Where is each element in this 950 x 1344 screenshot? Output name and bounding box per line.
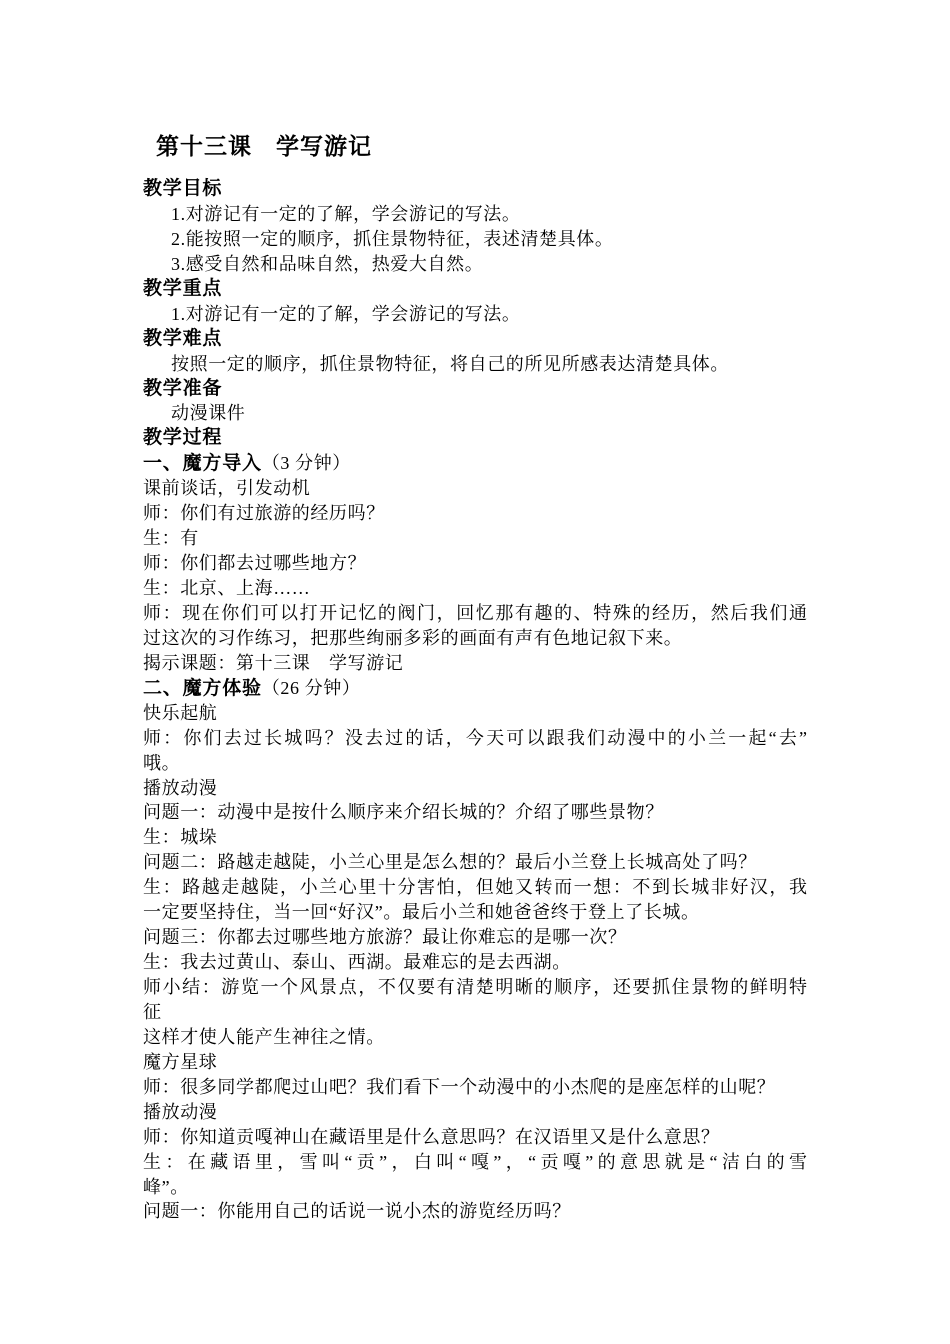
- text-line: 播放动漫: [143, 1101, 218, 1122]
- text-line: 1.对游记有一定的了解，学会游记的写法。: [171, 203, 521, 224]
- section-duration-label: （26 分钟）: [261, 677, 361, 698]
- text-line: 快乐起航: [143, 702, 218, 723]
- text-line: 教学目标: [143, 178, 223, 199]
- text-line: 动漫课件: [171, 403, 246, 424]
- text-line: 课前谈话，引发动机: [143, 478, 311, 499]
- section-heading-label: 一、魔方导入: [143, 453, 262, 475]
- text-line: 问题三：你都去过哪些地方旅游？最让你难忘的是哪一次？: [143, 927, 627, 948]
- text-line: 一定要坚持住，当一回“好汉”。最后小兰和她爸爸终于登上了长城。: [143, 902, 700, 923]
- text-line: 1.对游记有一定的了解，学会游记的写法。: [171, 303, 521, 324]
- text-line: 师小结：游览一个风景点，不仅要有清楚明晰的顺序，还要抓住景物的鲜明特: [143, 977, 807, 997]
- text-line: 2.能按照一定的顺序，抓住景物特征，表述清楚具体。: [171, 228, 614, 249]
- text-line: 问题二：路越走越陡，小兰心里是怎么想的？最后小兰登上长城高处了吗？: [143, 852, 757, 873]
- text-line: 魔方星球: [143, 1051, 218, 1072]
- page-title: 第十三课 学写游记: [156, 134, 372, 159]
- text-line: [143, 451, 807, 476]
- text-line: 生：路越走越陡，小兰心里十分害怕，但她又转而一想：不到长城非好汉，我: [143, 877, 807, 898]
- text-line: 师：你们都去过哪些地方？: [143, 553, 367, 574]
- text-line: 问题一：你能用自己的话说一说小杰的游览经历吗？: [143, 1201, 571, 1222]
- document-content: [143, 131, 807, 1224]
- text-line: 揭示课题：第十三课 学写游记: [143, 652, 404, 673]
- document-body: [143, 177, 807, 1224]
- text-line: 生：北京、上海……: [143, 578, 311, 598]
- text-line: 生：我去过黄山、泰山、西湖。最难忘的是去西湖。: [143, 952, 571, 973]
- text-line: 教学重点: [143, 277, 223, 299]
- text-line: 生：在藏语里，雪叫“贡”，白叫“嘎”，“贡嘎”的意思就是“洁白的雪: [143, 1151, 807, 1172]
- text-line: 按照一定的顺序，抓住景物特征，将自己的所见所感表达清楚具体。: [171, 353, 729, 374]
- text-line: 师：现在你们可以打开记忆的阀门，回忆那有趣的、特殊的经历，然后我们通: [143, 602, 807, 623]
- text-line: 哦。: [143, 752, 181, 773]
- text-line: 峰”。: [143, 1176, 189, 1197]
- text-line: 师：你们有过旅游的经历吗？: [143, 503, 385, 524]
- text-line: 师：你知道贡嘎神山在藏语里是什么意思吗？在汉语里又是什么意思？: [143, 1126, 720, 1147]
- text-line: 3.感受自然和品味自然，热爱大自然。: [171, 253, 484, 274]
- text-line: 征: [143, 1001, 162, 1022]
- text-line: 播放动漫: [143, 777, 218, 798]
- section-heading-label: 二、魔方体验: [143, 677, 262, 699]
- text-line: 教学难点: [143, 327, 223, 349]
- text-line: [143, 676, 807, 701]
- text-line: 这样才使人能产生神往之情。: [143, 1026, 385, 1047]
- text-line: 生：城垛: [143, 827, 218, 848]
- text-line: 教学准备: [143, 377, 223, 399]
- text-line: 教学过程: [143, 427, 223, 449]
- section-duration-label: （3 分钟）: [261, 453, 351, 474]
- text-line: 问题一：动漫中是按什么顺序来介绍长城的？介绍了哪些景物？: [143, 802, 664, 823]
- text-line: 生：有: [143, 528, 199, 549]
- text-line: 过这次的习作练习，把那些绚丽多彩的画面有声有色地记叙下来。: [143, 627, 683, 648]
- text-line: 师：很多同学都爬过山吧？我们看下一个动漫中的小杰爬的是座怎样的山呢？: [143, 1076, 776, 1097]
- text-line: 师：你们去过长城吗？没去过的话，今天可以跟我们动漫中的小兰一起“去”: [143, 727, 807, 748]
